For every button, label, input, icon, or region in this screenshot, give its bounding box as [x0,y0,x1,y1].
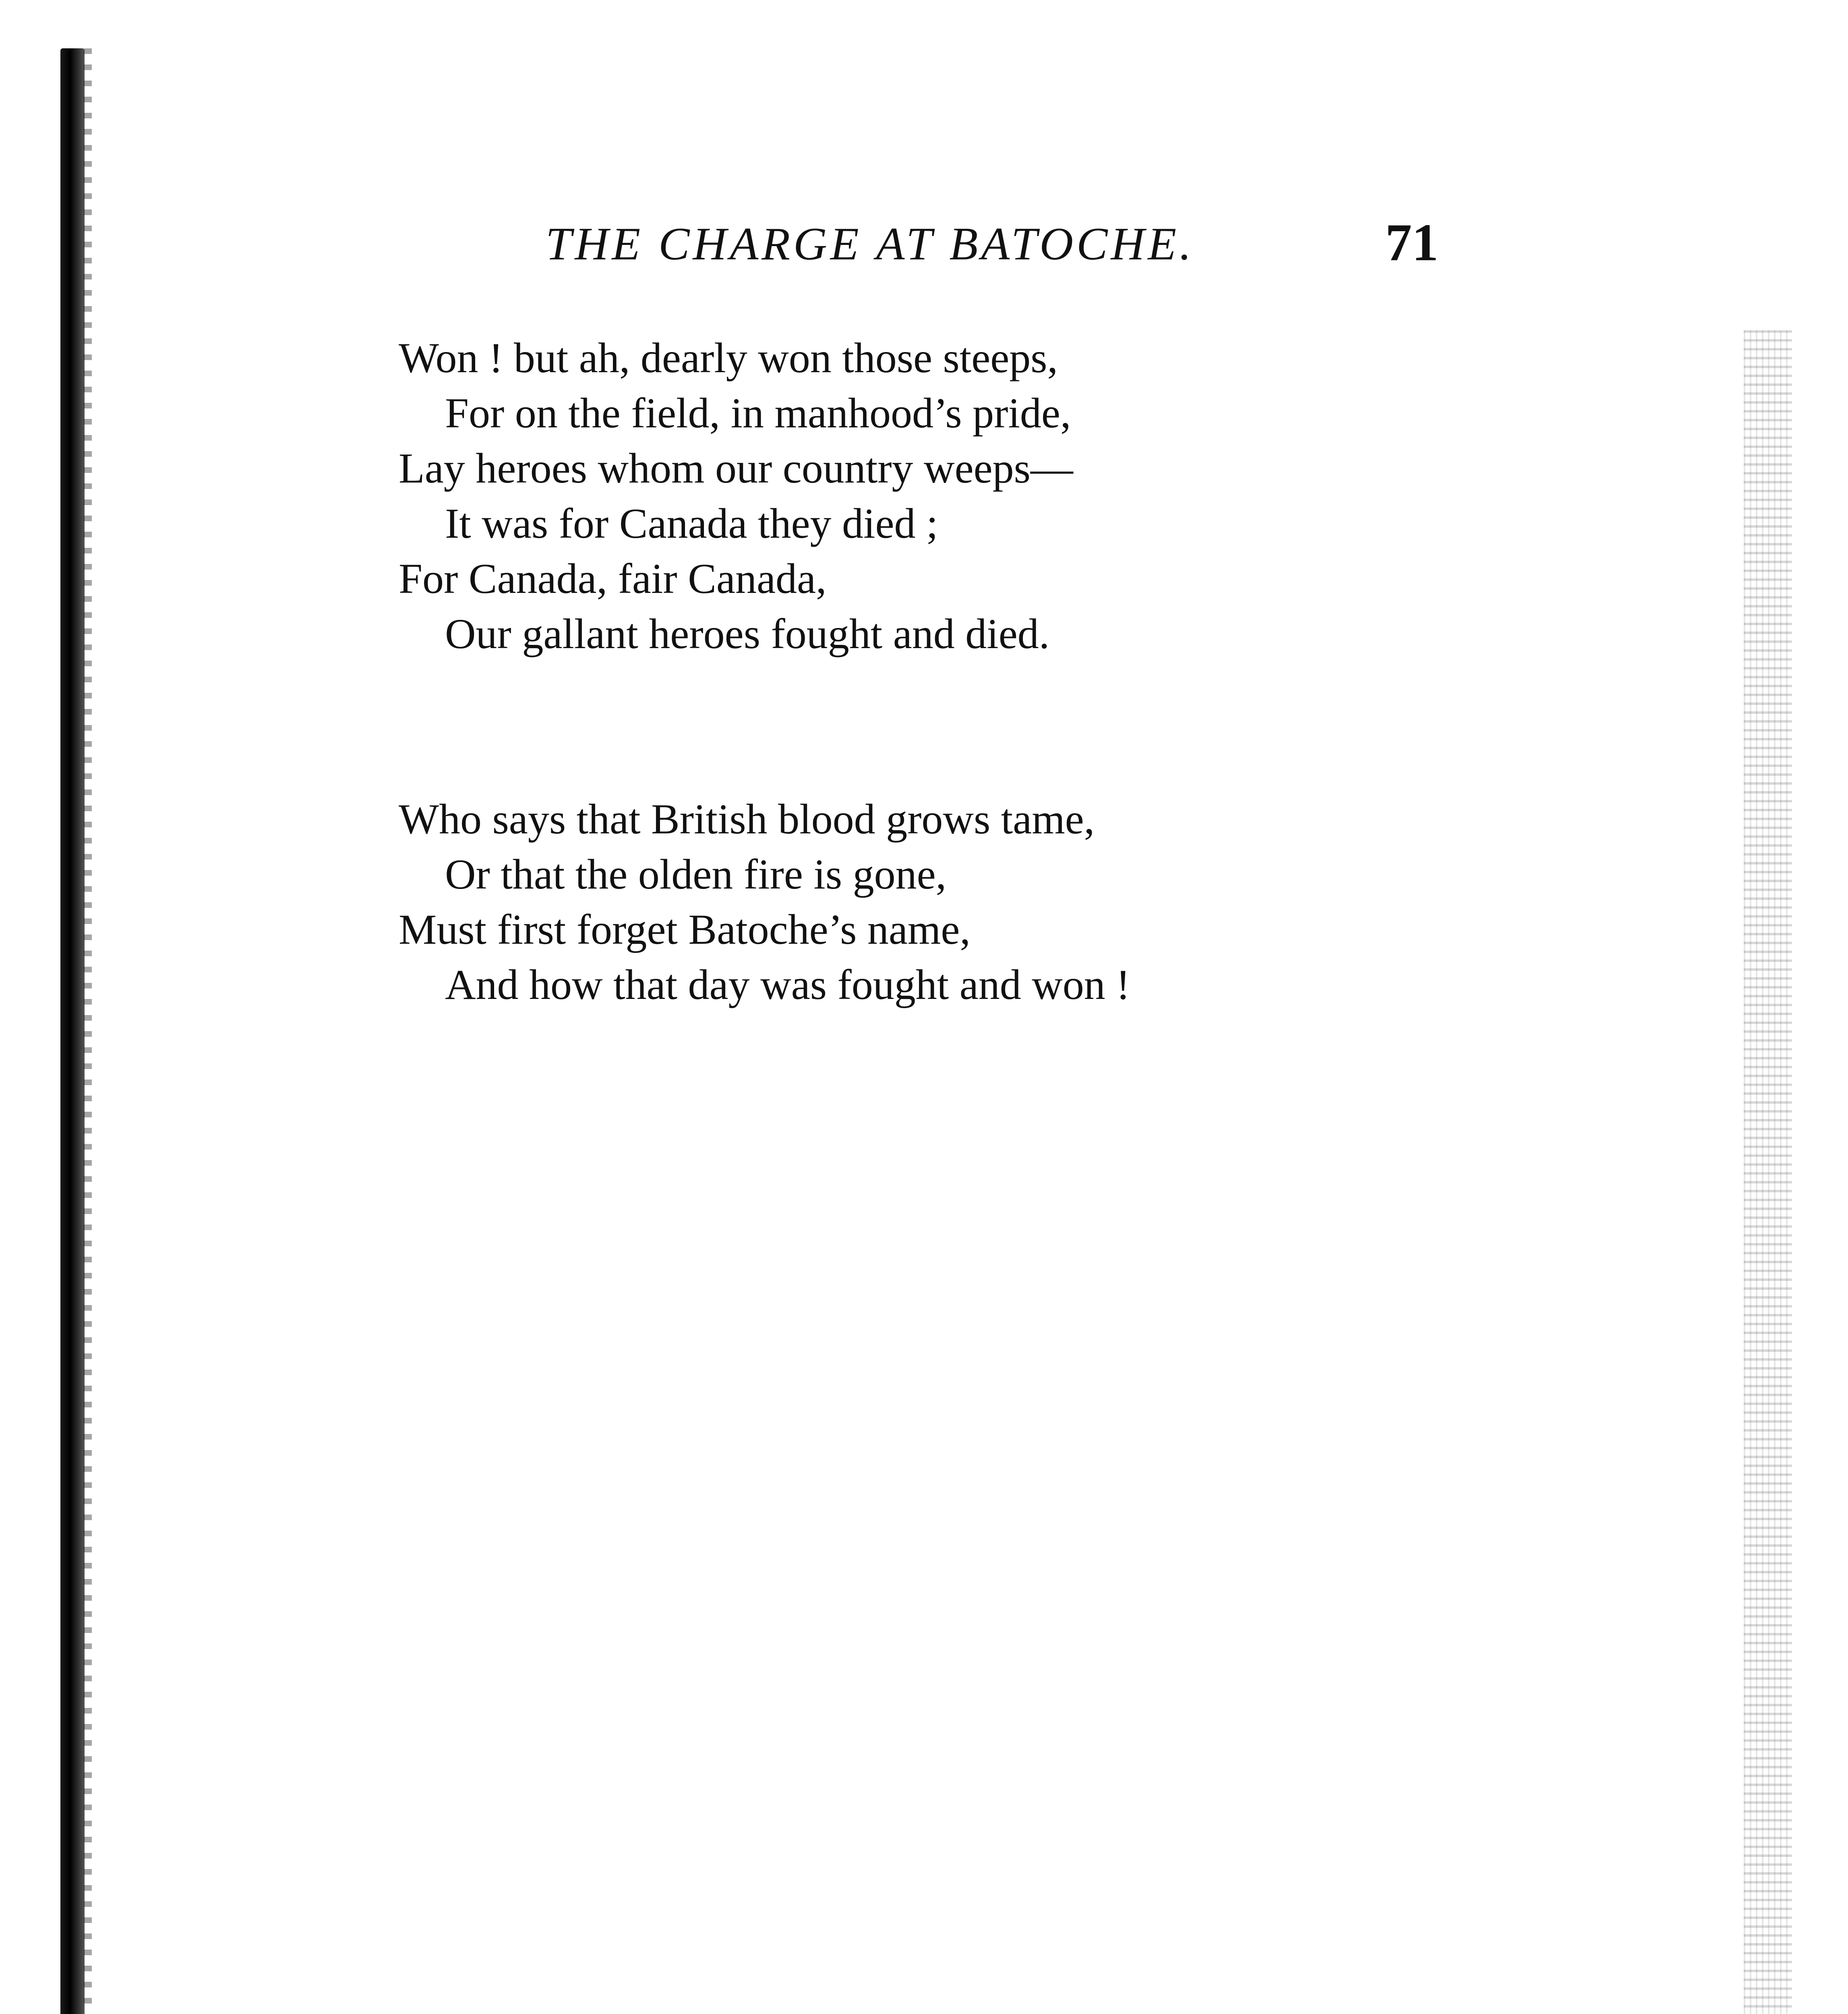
running-head: THE CHARGE AT BATOCHE. [546,218,1195,270]
verse-line: It was for Canada they died ; [445,500,938,547]
verse-line: For on the field, in manhood’s pride, [445,390,1071,437]
binding-edge [60,48,85,2014]
scan-margin-speckle [1744,330,1792,2014]
verse-line: Won ! but ah, dearly won those steeps, [399,334,1058,381]
verse-line: Who says that British blood grows tame, [399,796,1095,843]
verse-line: Lay heroes whom our country weeps— [399,445,1073,492]
verse-line: Or that the olden fire is gone, [445,851,947,898]
stanza [399,792,1285,1012]
stanza [399,330,1285,661]
page-number: 71 [1385,213,1438,272]
verse-line: Must first forget Batoche’s name, [399,906,971,953]
verse-line: And how that day was fought and won ! [445,961,1130,1008]
verse-line: Our gallant heroes fought and died. [445,610,1050,657]
verse-line: For Canada, fair Canada, [399,555,827,602]
